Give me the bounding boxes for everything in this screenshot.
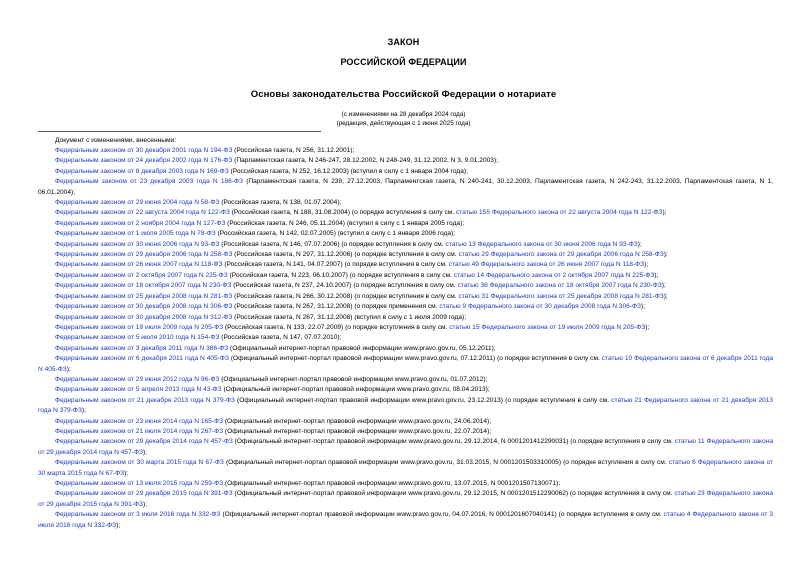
amendment-law-link[interactable]: Федеральным законом от 29 июня 2004 года N 58-ФЗ	[55, 199, 220, 207]
amendment-item	[38, 208, 773, 218]
amendment-item	[38, 354, 773, 375]
amendment-source-text: (Российская газета, N 256, 31.12.2001);	[232, 147, 355, 154]
amendment-law-link[interactable]: Федеральным законом от 5 июля 2010 года N 154-ФЗ	[55, 334, 220, 342]
amendment-item	[38, 302, 773, 312]
amendment-item	[38, 292, 773, 302]
amendment-source-text: (Российская газета, N 266, 30.12.2008) (о порядке вступления в силу см.	[232, 292, 459, 300]
amendment-item	[38, 344, 773, 354]
amendment-item	[38, 146, 773, 156]
amendment-closing-text: );	[142, 448, 147, 456]
amendment-closing-text: );	[644, 261, 649, 269]
amendment-source-text: (Российская газета, N 267, 31.12.2008) (вступил в силу с 1 июля 2009 года);	[232, 313, 467, 321]
amendment-source-text: (Официальный интернет-портал правовой информации www.pravo.gov.ru, 05.12.2011);	[228, 344, 496, 352]
amendment-source-text: (Российская газета, N 267, 31.12.2008) (о порядке применения см.	[232, 303, 440, 311]
article-reference-link[interactable]: статью 9 Федерального закона от 30 декабря 2008 года N 306-ФЗ	[439, 303, 642, 311]
amendment-source-text: (Российская газета, N 142, 02.07.2005) (вступил в силу с 1 января 2006 года);	[215, 230, 456, 238]
amendment-closing-text: );	[662, 209, 667, 217]
article-reference-link[interactable]: статью 10 Федерального закона от 6 декабря 2011 года N 405-ФЗ	[38, 355, 773, 373]
amendment-item	[38, 489, 773, 510]
amendment-item	[38, 167, 773, 177]
amendment-source-text: (Официальный интернет-портал правовой информации www.pravo.gov.ru, 29.12.2015, N 0001201512290062) (о порядке вступления в силу см.	[232, 490, 675, 498]
amendment-law-link[interactable]: Федеральным законом от 30 декабря 2001 года N 194-ФЗ	[55, 147, 233, 154]
amendment-source-text: (Российская газета, N 246, 05.11.2004) (вступил в силу с 1 января 2005 года);	[225, 219, 465, 227]
amendment-source-text: (Официальный интернет-портал правовой информации www.pravo.gov.ru, 29.12.2014, N 0001201412290031) (о порядке вступления в силу см.	[232, 438, 675, 446]
amendment-law-link[interactable]: Федеральным законом от 19 июля 2009 года N 205-ФЗ	[55, 323, 224, 331]
article-reference-link[interactable]: статью 29 Федерального закона от 29 декабря 2006 года N 258-ФЗ	[458, 251, 664, 259]
article-reference-link[interactable]: статью 11 Федерального закона от 29 декабря 2014 года N 457-ФЗ	[38, 438, 773, 456]
amendment-closing-text: );	[663, 292, 668, 300]
amendment-source-text: (Российская газета, N 146, 07.07.2006) (о порядке вступления в силу см.	[219, 240, 446, 248]
edition-note: (редакция, действующая с 1 июня 2025 года)	[336, 120, 471, 127]
amendment-closing-text: );	[661, 282, 666, 290]
amendment-law-link[interactable]: Федеральным законом от 23 июня 2014 года N 165-ФЗ	[55, 417, 224, 425]
amendment-law-link[interactable]: Федеральным законом от 30 июня 2006 года N 93-ФЗ	[55, 240, 220, 248]
amendment-source-text: (Официальный интернет-портал правовой информации www.pravo.gov.ru, 08.04.2013);	[221, 386, 490, 394]
amendment-law-link[interactable]: Федеральным законом от 23 декабря 2003 года N 186-ФЗ	[55, 178, 244, 186]
amendment-law-link[interactable]: Федеральным законом от 22 августа 2004 года N 122-ФЗ	[55, 209, 230, 217]
amendment-law-link[interactable]: Федеральным законом от 3 декабря 2011 года N 386-ФЗ	[55, 344, 229, 352]
amendment-law-link[interactable]: Федеральным законом от 5 апреля 2013 года N 43-ФЗ	[55, 386, 222, 394]
amendment-item	[38, 240, 773, 250]
amendment-law-link[interactable]: Федеральным законом от 30 декабря 2008 года N 306-ФЗ	[55, 303, 233, 311]
amendment-source-text: (Официальный интернет-портал правовой информации www.pravo.gov.ru, 04.07.2016, N 0001201607040141) (о порядке вступления в силу см.	[220, 511, 664, 519]
amendment-source-text: (Официальный интернет-портал правовой информации www.pravo.gov.ru, 13.07.2015, N 0001201507130071);	[223, 480, 561, 487]
amendment-item	[38, 437, 773, 458]
amendment-source-text: (Официальный интернет-портал правовой информации www.pravo.gov.ru, 24.06.2014);	[223, 417, 492, 425]
amendment-closing-text: );	[81, 407, 86, 415]
amendment-source-text: (Официальный интернет-портал правовой информации www.pravo.gov.ru, 23.12.2013) (о порядке вступления в силу см.	[234, 396, 612, 404]
amendment-law-link[interactable]: Федеральным законом от 1 июля 2005 года N 78-ФЗ	[55, 230, 216, 238]
document-title: Основы законодательства Российской Федерации о нотариате	[250, 89, 557, 100]
changes-note: (с изменениями на 28 декабря 2024 года)	[341, 111, 466, 118]
amendment-item	[38, 260, 773, 270]
amendment-closing-text: );	[645, 323, 650, 331]
article-reference-link[interactable]: статью 155 Федерального закона от 22 августа 2004 года N 122-ФЗ	[456, 209, 663, 217]
amendments-list	[38, 146, 773, 531]
amendment-item	[38, 313, 773, 323]
amendment-law-link[interactable]: Федеральным законом от 24 декабря 2002 года N 176-ФЗ	[55, 157, 233, 165]
amendment-source-text: (Российская газета, N 141, 04.07.2007) (о порядке вступления в силу см.	[222, 261, 449, 269]
amendment-item	[38, 281, 773, 291]
article-reference-link[interactable]: статью 6 Федерального закона от 30 марта 2015 года N 67-ФЗ	[38, 459, 774, 477]
amendment-item	[38, 323, 773, 333]
amendment-law-link[interactable]: Федеральным законом от 18 октября 2007 года N 230-ФЗ	[55, 282, 232, 290]
amendment-item	[38, 479, 773, 489]
amendment-item	[38, 385, 773, 395]
amendments-intro: Документ с изменениями, внесенными:	[55, 137, 177, 144]
amendment-law-link[interactable]: Федеральным законом от 21 декабря 2013 года N 379-ФЗ	[55, 396, 235, 404]
amendment-item	[38, 250, 773, 260]
amendment-closing-text: );	[663, 251, 668, 259]
amendment-law-link[interactable]: Федеральным законом от 2 ноября 2004 года N 127-ФЗ	[55, 219, 226, 227]
article-reference-link[interactable]: статью 4 Федерального закона от 3 июля 2016 года N 332-ФЗ	[38, 511, 773, 529]
amendment-closing-text: );	[124, 469, 129, 477]
article-reference-link[interactable]: статью 49 Федерального закона от 26 июня 2007 года N 118-ФЗ	[448, 261, 645, 269]
amendment-item	[38, 458, 773, 479]
amendment-source-text: (Официальный интернет-портал правовой информации www.pravo.gov.ru, 31.03.2015, N 0001201503310005) (о порядке вступления в силу см.	[223, 459, 669, 467]
amendment-law-link[interactable]: Федеральным законом от 6 декабря 2011 года N 405-ФЗ	[55, 355, 229, 363]
amendment-item	[38, 396, 773, 417]
amendment-item	[38, 271, 773, 281]
article-reference-link[interactable]: статью 14 Федерального закона от 2 октября 2007 года N 225-ФЗ	[453, 271, 655, 279]
amendment-source-text: (Официальный интернет-портал правовой информации www.pravo.gov.ru, 01.07.2012);	[219, 375, 488, 383]
amendment-source-text: (Официальный интернет-портал правовой информации www.pravo.gov.ru, 07.12.2011) (о порядке вступления в силу см.	[228, 355, 602, 363]
amendment-law-link[interactable]: Федеральным законом от 8 декабря 2003 года N 169-ФЗ	[55, 167, 229, 175]
article-reference-link[interactable]: статью 31 Федерального закона от 25 декабря 2008 года N 281-ФЗ	[458, 292, 664, 300]
article-reference-link[interactable]: статью 13 Федерального закона от 30 июня 2006 года N 93-ФЗ	[445, 240, 638, 248]
amendment-item	[38, 177, 773, 198]
law-type-heading: ЗАКОН	[387, 37, 420, 47]
issuer-heading: РОССИЙСКОЙ ФЕДЕРАЦИИ	[340, 57, 467, 67]
amendment-closing-text: );	[116, 521, 121, 529]
amendment-law-link[interactable]: Федеральным законом от 3 июля 2016 года N 332-ФЗ	[55, 511, 221, 519]
amendment-closing-text: );	[654, 271, 659, 279]
amendment-source-text: (Российская газета, N 133, 22.07.2009) (о порядке вступления в силу см.	[223, 323, 450, 331]
article-reference-link[interactable]: статью 23 Федерального закона от 29 декабря 2015 года N 391-ФЗ	[38, 490, 773, 508]
article-reference-link[interactable]: статью 38 Федерального закона от 18 октября 2007 года N 230-ФЗ	[457, 282, 662, 290]
amendment-source-text: (Российская газета, N 297, 31.12.2006) (о порядке вступления в силу см.	[232, 251, 459, 259]
amendment-source-text: (Парламентская газета, N 246-247, 28.12.2002, N 248-249, 31.12.2002, N 3, 9.01.2003);	[232, 157, 498, 165]
article-reference-link[interactable]: статью 15 Федерального закона от 19 июля 2009 года N 205-ФЗ	[449, 323, 646, 331]
amendment-item	[38, 510, 773, 531]
amendment-closing-text: );	[66, 365, 71, 373]
amendment-source-text: (Парламентская газета, N 239, 27.12.2003, Парламентская газета, N 240-241, 30.12.2003, Парламентская газета, N 242-243, 31.12.2003, Парламентская газета, N 1, 06.01.2004);	[38, 178, 773, 196]
amendment-item	[38, 198, 773, 208]
amendment-source-text: (Российская газета, N 147, 07.07.2010);	[219, 334, 342, 342]
amendment-source-text: (Российская газета, N 237, 24.10.2007) (о порядке вступления в силу см.	[231, 282, 458, 290]
amendment-source-text: (Российская газета, N 188, 31.08.2004) (о порядке вступления в силу см.	[229, 209, 456, 217]
amendment-source-text: (Российская газета, N 252, 16.12.2003) (вступил в силу с 1 января 2004 года);	[228, 167, 468, 175]
amendment-law-link[interactable]: Федеральным законом от 29 декабря 2015 года N 391-ФЗ	[55, 490, 233, 498]
amendment-law-link[interactable]: Федеральным законом от 13 июля 2015 года N 259-ФЗ	[55, 480, 224, 487]
amendment-item	[38, 417, 773, 427]
amendment-item	[38, 229, 773, 239]
amendment-closing-text: );	[142, 500, 147, 508]
article-reference-link[interactable]: статью 21 Федерального закона от 21 декабря 2013 года N 379-ФЗ	[38, 396, 773, 415]
amendment-closing-text: );	[641, 303, 646, 311]
amendment-law-link[interactable]: Федеральным законом от 21 июля 2014 года N 267-ФЗ	[55, 427, 224, 435]
amendment-law-link[interactable]: Федеральным законом от 26 июня 2007 года N 118-ФЗ	[55, 261, 223, 269]
amendment-item	[38, 156, 773, 166]
amendment-law-link[interactable]: Федеральным законом от 29 июня 2012 года N 96-ФЗ	[55, 375, 220, 383]
amendment-source-text: (Российская газета, N 223, 06.10.2007) (о порядке вступления в силу см.	[227, 271, 454, 279]
amendment-law-link[interactable]: Федеральным законом от 25 декабря 2008 года N 281-ФЗ	[55, 292, 233, 300]
amendment-source-text: (Официальный интернет-портал правовой информации www.pravo.gov.ru, 22.07.2014);	[223, 427, 492, 435]
amendment-law-link[interactable]: Федеральным законом от 30 марта 2015 года N 67-ФЗ	[55, 459, 224, 467]
separator-rule	[38, 131, 321, 132]
amendment-law-link[interactable]: Федеральным законом от 29 декабря 2014 года N 457-ФЗ	[55, 438, 233, 446]
amendment-law-link[interactable]: Федеральным законом от 2 октября 2007 года N 225-ФЗ	[55, 271, 228, 279]
amendment-item	[38, 333, 773, 343]
amendment-source-text: (Российская газета, N 138, 01.07.2004);	[219, 199, 342, 207]
amendment-law-link[interactable]: Федеральным законом от 30 декабря 2008 года N 312-ФЗ	[55, 313, 233, 321]
amendment-item	[38, 219, 773, 229]
amendment-law-link[interactable]: Федеральным законом от 29 декабря 2006 года N 258-ФЗ	[55, 251, 233, 259]
amendment-item	[38, 427, 773, 437]
amendment-item	[38, 375, 773, 385]
amendment-closing-text: );	[637, 240, 642, 248]
